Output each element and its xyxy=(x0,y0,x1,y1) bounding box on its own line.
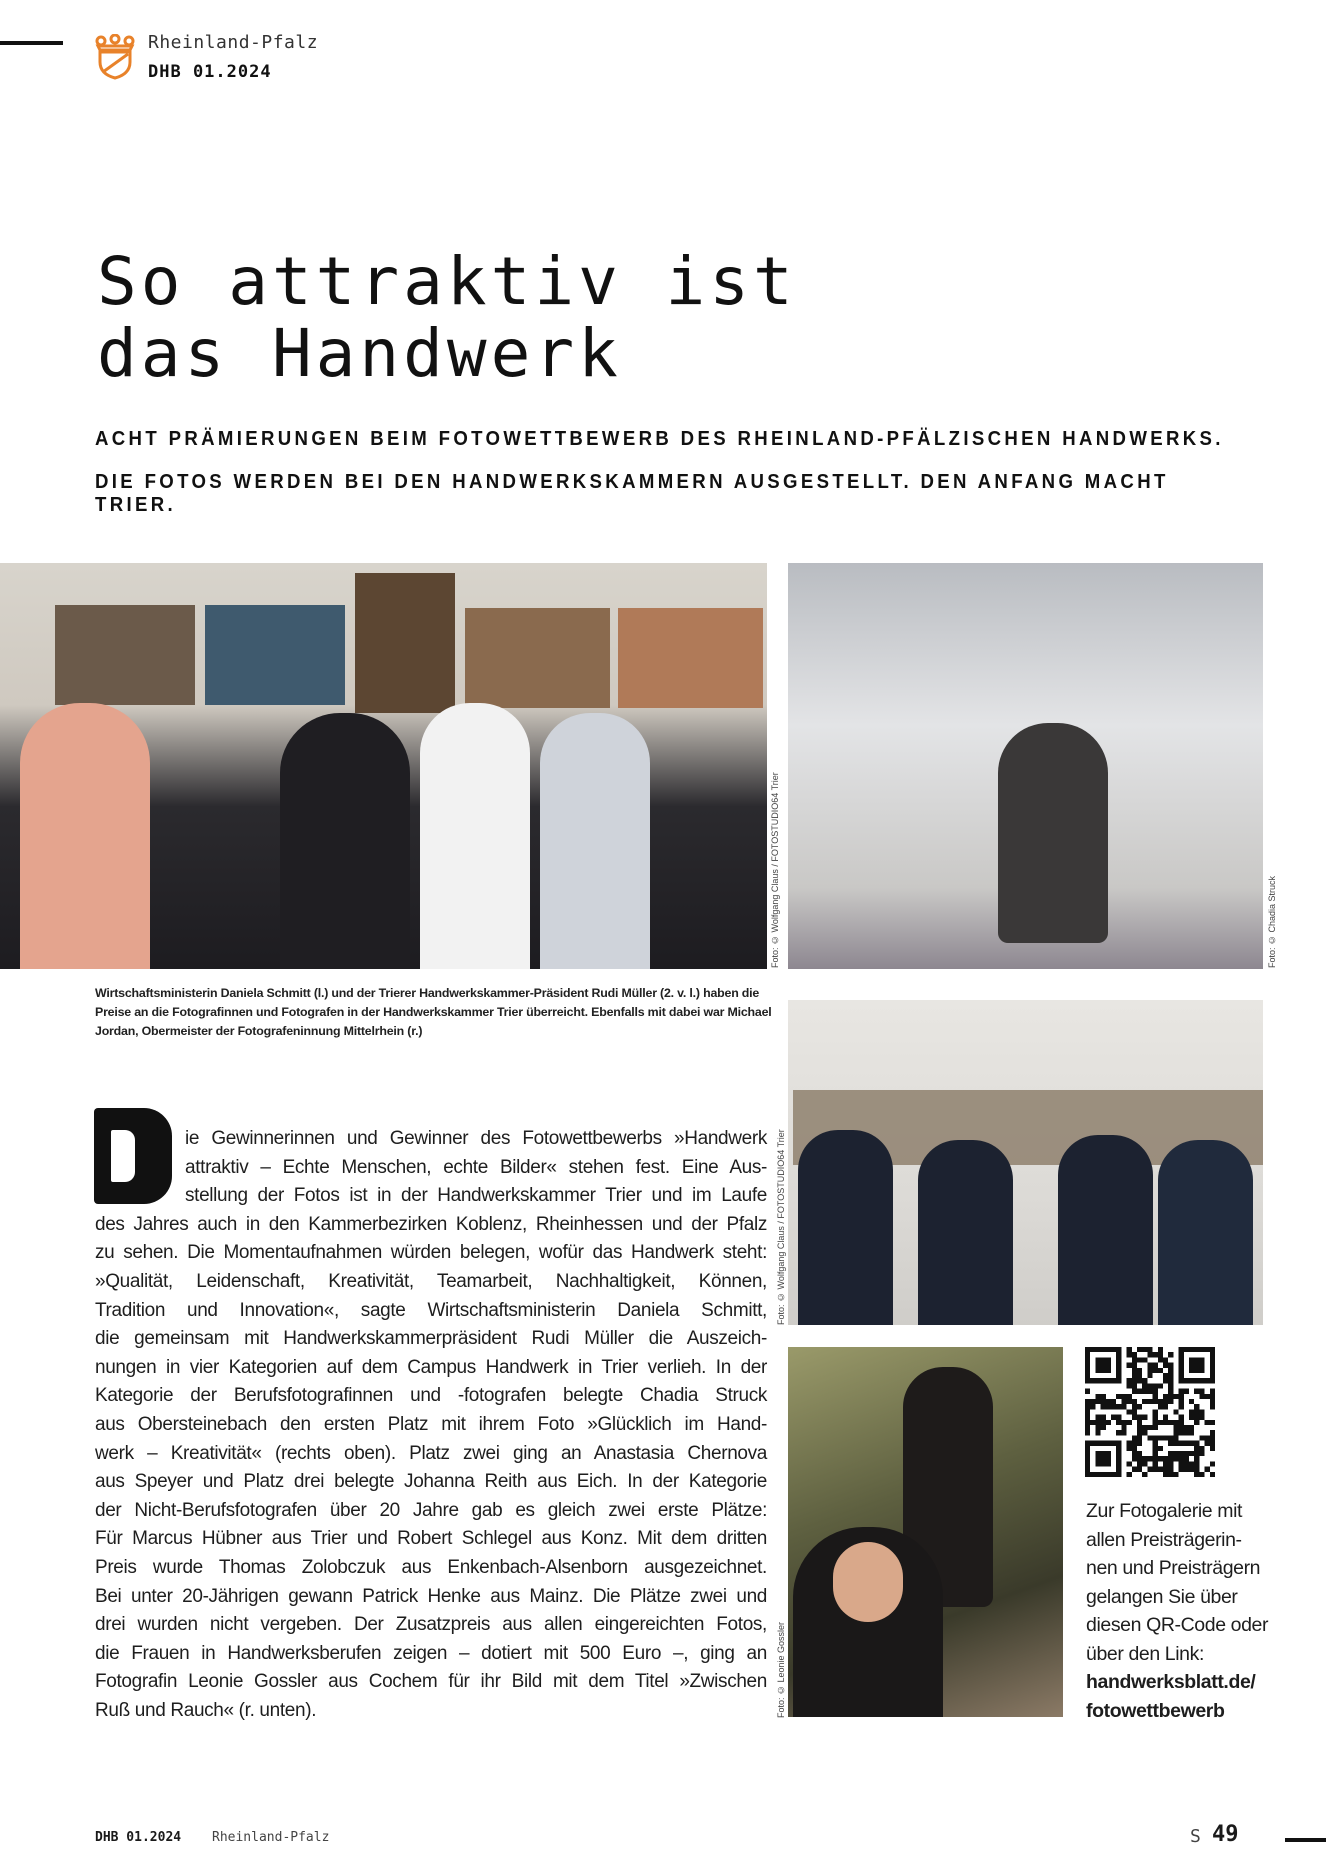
title-line: So attraktiv ist xyxy=(97,243,797,320)
article-line: ie Gewinnerinnen und Gewinner des Fotowettbewerbs »Handwerk xyxy=(185,1128,767,1149)
article-line: nungen in vier Kategorien auf dem Campus Handwerk in Trier verlieh. In der xyxy=(95,1356,767,1378)
page-number: 49 xyxy=(1212,1822,1239,1847)
person xyxy=(998,723,1108,943)
exhibit-photo xyxy=(465,608,610,708)
qr-info xyxy=(1086,1497,1276,1725)
article-line: stellung der Fotos ist in der Handwerkskammer Trier und im Laufe xyxy=(185,1185,767,1207)
exhibit-photo xyxy=(55,605,195,705)
header-region: Rheinland-Pfalz xyxy=(148,32,319,53)
article-line: der Nicht-Berufsfotografen über 20 Jahre gab es gleich zwei erste Plätze: xyxy=(95,1499,767,1521)
person xyxy=(918,1140,1013,1325)
qr-info-line: nen und Preisträgern xyxy=(1086,1557,1261,1579)
footer-issue: DHB 01.2024 xyxy=(95,1830,182,1845)
photo-credit: Foto: © Leonie Gossler xyxy=(776,1621,786,1718)
footer-rule xyxy=(1285,1838,1326,1842)
article-line: aus Speyer und Platz drei belegte Johanna Reith aus Eich. In der Kategorie xyxy=(95,1471,767,1493)
qr-info-line: gelangen Sie über xyxy=(1086,1585,1238,1608)
exhibit-photo xyxy=(618,608,763,708)
qr-code-icon[interactable] xyxy=(1085,1347,1215,1477)
article-line: drei wurden nicht vergeben. Der Zusatzpreis aus allen eingereichten Fotos, xyxy=(95,1614,767,1636)
article-line: Tradition und Innovation«, sagte Wirtschaftsministerin Daniela Schmitt, xyxy=(95,1299,767,1321)
person xyxy=(280,713,410,969)
article-line: Ruß und Rauch« (r. unten). xyxy=(95,1699,317,1721)
header-rule xyxy=(0,41,63,45)
article-line: Bei unter 20-Jährigen gewann Patrick Henke aus Mainz. Die Plätze zwei und xyxy=(95,1585,767,1607)
exhibition-photo xyxy=(788,1000,1263,1325)
article-line: Kategorie der Berufsfotografinnen und -fotografen belegte Chadia Struck xyxy=(95,1385,767,1407)
page-title xyxy=(97,243,797,392)
women-photo xyxy=(788,1347,1063,1717)
group-photo xyxy=(0,563,767,969)
footer-region: Rheinland-Pfalz xyxy=(212,1830,330,1845)
photo-credit: Foto: © Wolfgang Claus / FOTOSTUDIO64 Trier xyxy=(776,1129,786,1325)
gallery-link[interactable] xyxy=(1086,1668,1276,1725)
qr-info-line: Zur Fotogalerie mit xyxy=(1086,1500,1243,1522)
article-body xyxy=(95,1125,767,1725)
subheadline: DIE FOTOS WERDEN BEI DEN HANDWERKSKAMMERN AUSGESTELLT. DEN ANFANG MACHT TRIER. xyxy=(95,471,1169,516)
article-line: aus Obersteinebach den ersten Platz mit ihrem Foto »Glücklich im Hand- xyxy=(95,1413,767,1435)
article-line: Preis wurde Thomas Zolobczuk aus Enkenbach-Alsenborn ausgezeichnet. xyxy=(95,1556,767,1578)
person xyxy=(1058,1135,1153,1325)
photo-caption: Wirtschaftsministerin Daniela Schmitt (l.) und der Trierer Handwerkskammer-Präsident Rudi Müller (2. v. l.) haben die Preise an die Fotografinnen und Fotografen in der Handwerkskammer Trier überreicht. Ebenfalls mit dabei war Michael Jordan, Obermeister der Fotografeninnung Mittelrhein (r.) xyxy=(95,986,772,1038)
exhibit-photo xyxy=(205,605,345,705)
article-line: attraktiv – Echte Menschen, echte Bilder« stehen fest. Eine Aus- xyxy=(185,1156,767,1178)
person xyxy=(798,1130,893,1325)
person xyxy=(20,703,150,969)
person-face xyxy=(833,1542,903,1622)
crown-shield-icon xyxy=(94,34,136,80)
qr-info-line: über den Link: xyxy=(1086,1642,1204,1665)
title-line: das Handwerk xyxy=(97,315,622,392)
gallery-link-part[interactable]: handwerksblatt.de/ xyxy=(1086,1671,1256,1693)
article-line: zu sehen. Die Momentaufnahmen würden belegen, wofür das Handwerk steht: xyxy=(95,1242,767,1264)
photo-credit: Foto: © Chadia Struck xyxy=(1267,875,1277,968)
gallery-link-part[interactable]: fotowettbewerb xyxy=(1086,1699,1225,1722)
person xyxy=(1158,1140,1253,1325)
article-line: »Qualität, Leidenschaft, Kreativität, Teamarbeit, Nachhaltigkeit, Können, xyxy=(95,1270,767,1292)
subheadline: ACHT PRÄMIERUNGEN BEIM FOTOWETTBEWERB DES RHEINLAND-PFÄLZISCHEN HANDWERKS. xyxy=(95,428,1224,450)
article-line: die gemeinsam mit Handwerkskammerpräsident Rudi Müller die Auszeich- xyxy=(95,1328,767,1350)
qr-info-line: allen Preisträgerin- xyxy=(1086,1528,1242,1551)
page-prefix: S xyxy=(1190,1826,1201,1847)
qr-info-line: diesen QR-Code oder xyxy=(1086,1614,1269,1636)
article-line: die Frauen in Handwerksberufen zeigen – dotiert mit 500 Euro –, ging an xyxy=(95,1642,767,1664)
photo-credit: Foto: © Wolfgang Claus / FOTOSTUDIO64 Trier xyxy=(770,772,780,968)
person xyxy=(540,713,650,969)
article-line: des Jahres auch in den Kammerbezirken Koblenz, Rheinhessen und der Pfalz xyxy=(95,1213,767,1235)
exhibit-photo xyxy=(355,573,455,713)
person xyxy=(420,703,530,969)
header-issue: DHB 01.2024 xyxy=(148,62,272,82)
article-line: werk – Kreativität« (rechts oben). Platz zwei ging an Anastasia Chernova xyxy=(95,1442,767,1464)
winner-photo xyxy=(788,563,1263,969)
article-line: Fotografin Leonie Gossler aus Cochem für ihr Bild mit dem Titel »Zwischen xyxy=(95,1671,767,1693)
article-line: Für Marcus Hübner aus Trier und Robert Schlegel aus Konz. Mit dem dritten xyxy=(95,1528,767,1550)
